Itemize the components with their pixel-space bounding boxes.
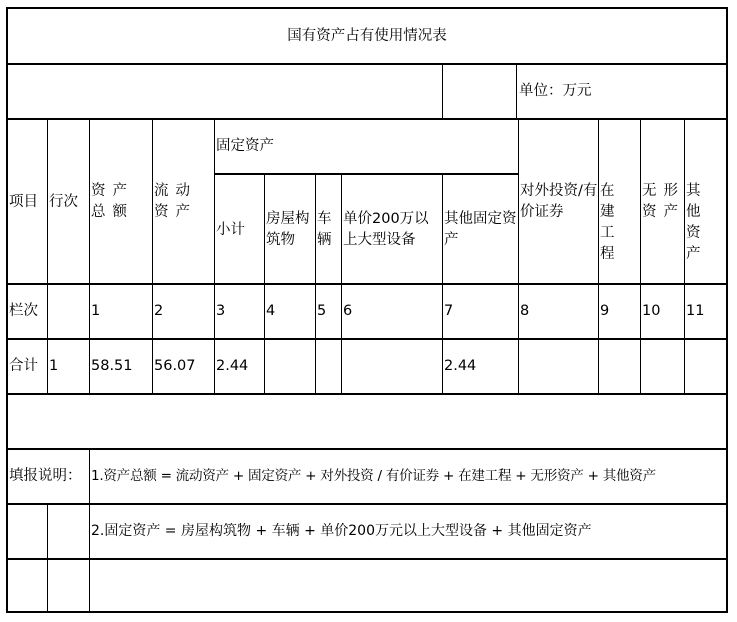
- column-number: 11: [686, 303, 705, 319]
- grid-line: [152, 118, 153, 393]
- other-fixed-value: 2.44: [444, 358, 477, 374]
- grid-line: [8, 283, 726, 285]
- grid-line: [47, 118, 48, 393]
- grid-line: [8, 393, 726, 395]
- grid-line: [264, 173, 265, 393]
- column-number: 2: [154, 303, 164, 319]
- asset-usage-table: [6, 7, 728, 613]
- header-current-assets: 流动资产: [154, 183, 197, 220]
- grid-line: [8, 118, 726, 120]
- grid-line: [516, 63, 517, 118]
- grid-line: [341, 173, 342, 393]
- column-number: 10: [642, 303, 661, 319]
- subtotal-value: 2.44: [216, 358, 249, 374]
- column-number: 3: [216, 303, 226, 319]
- total-row-number: 1: [49, 358, 59, 374]
- grid-line: [8, 503, 726, 505]
- unit-label: 单位：万元: [519, 83, 592, 99]
- header-subtotal: 小计: [216, 222, 245, 238]
- header-total-assets: 资产总额: [91, 183, 134, 220]
- header-other-fixed: 其他固定资产: [444, 211, 517, 248]
- column-number: 1: [91, 303, 101, 319]
- header-construction: 在建工程: [600, 183, 622, 262]
- header-investments: 对外投资/有价证券: [520, 183, 598, 220]
- grid-line: [47, 503, 48, 613]
- grid-line: [8, 448, 726, 450]
- column-number: 4: [266, 303, 276, 319]
- grid-line: [518, 118, 519, 393]
- grid-line: [8, 63, 726, 65]
- column-number: 9: [600, 303, 610, 319]
- note-line-1: 1.资产总额 = 流动资产 + 固定资产 + 对外投资 / 有价证券 + 在建工程 + 无形资产 + 其他资产: [91, 468, 656, 484]
- column-number: 5: [317, 303, 327, 319]
- table-title: 国有资产占有使用情况表: [287, 28, 447, 44]
- header-other-assets: 其他资产: [686, 183, 708, 262]
- header-row-no: 行次: [49, 194, 78, 210]
- header-intangible: 无形资产: [642, 183, 685, 220]
- total-assets-value: 58.51: [91, 358, 133, 374]
- total-row-label: 合计: [9, 358, 38, 374]
- grid-line: [214, 118, 215, 393]
- column-number: 8: [520, 303, 530, 319]
- grid-line: [315, 173, 316, 393]
- current-assets-value: 56.07: [154, 358, 196, 374]
- column-number: 6: [343, 303, 353, 319]
- header-large-equipment: 单价200万以上大型设备: [343, 211, 429, 248]
- grid-line: [442, 63, 443, 118]
- column-number-label: 栏次: [9, 303, 38, 319]
- header-fixed-assets: 固定资产: [216, 138, 274, 154]
- grid-line: [214, 173, 518, 175]
- notes-label: 填报说明：: [9, 468, 82, 484]
- grid-line: [89, 118, 90, 393]
- column-number: 7: [444, 303, 454, 319]
- header-vehicles: 车辆: [317, 211, 332, 248]
- header-buildings: 房屋构筑物: [266, 211, 310, 248]
- header-item: 项目: [9, 194, 38, 210]
- grid-line: [8, 338, 726, 340]
- grid-line: [8, 558, 726, 560]
- note-line-2: 2.固定资产 = 房屋构筑物 + 车辆 + 单价200万元以上大型设备 + 其他固定资产: [91, 523, 592, 539]
